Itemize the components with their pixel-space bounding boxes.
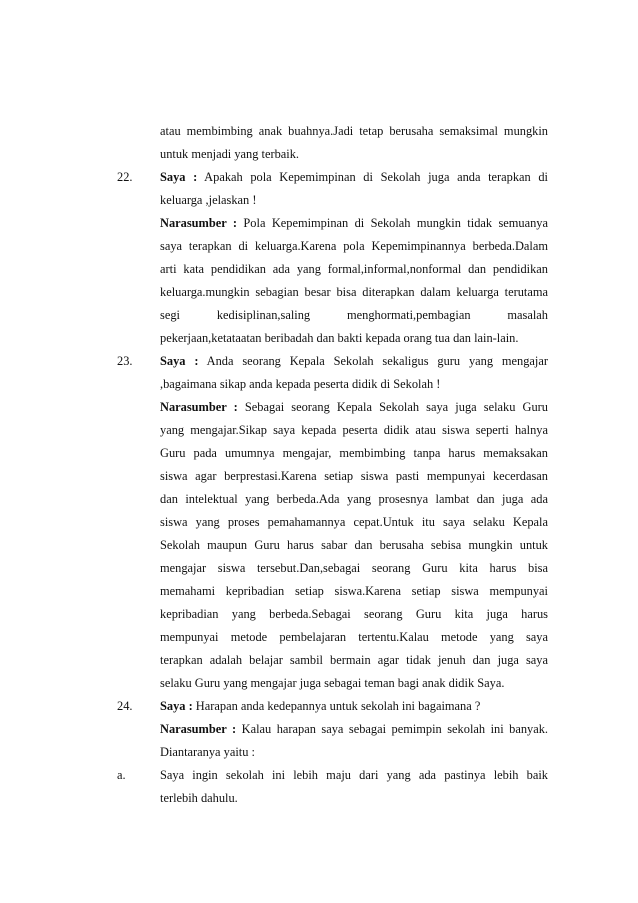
question-line: Saya : Apakah pola Kepemimpinan di Sekolah juga anda terapkan di [160,170,548,184]
speaker-label: Narasumber : [160,722,237,736]
text-line: Saya ingin sekolah ini lebih maju dari yang ada pastinya lebih baik [160,768,548,782]
text-line: Sekolah maupun Guru harus sabar dan berusaha sebisa mungkin untuk [160,538,548,552]
answer-line: Narasumber : Sebagai seorang Kepala Sekolah saya juga selaku Guru [160,400,549,414]
text-line: kepribadian yang berbeda.Sebagai seorang Guru kita juga harus [160,607,548,621]
text-line: segi kedisiplinan,saling menghormati,pembagian masalah [160,308,548,322]
answer-line: Narasumber : Kalau harapan saya sebagai pemimpin sekolah ini banyak. [160,722,548,736]
text-line: arti kata pendidikan ada yang formal,informal,nonformal dan pendidikan [160,262,548,276]
question-line: Saya : Harapan anda kedepannya untuk sekolah ini bagaimana ? [160,699,481,713]
text-line: siswa agar berprestasi.Karena setiap siswa pasti mempunyai kecerdasan [160,469,548,483]
speaker-label: Saya : [160,699,193,713]
text-line: saya terapkan di keluarga.Karena pola Kepemimpinannya berbeda.Dalam [160,239,548,253]
text-line: mempunyai metode pembelajaran tertentu.Kalau metode yang saya [160,630,548,644]
text-line: pekerjaan,ketataatan beribadah dan bakti kepada orang tua dan lain-lain. [160,331,519,345]
text-line: Guru pada umumnya mengajar, membimbing tanpa harus memaksakan [160,446,548,460]
item-number: 24. [117,699,133,713]
text-line: siswa yang proses pemahamannya cepat.Untuk itu saya selaku Kepala [160,515,548,529]
item-number: 22. [117,170,133,184]
speaker-label: Saya : [160,170,198,184]
text-line: terapkan adalah belajar sambil bermain agar tidak jenuh dan juga saya [160,653,548,667]
text-line: memahami kepribadian setiap siswa.Karena setiap siswa mempunyai [160,584,548,598]
text-line: keluarga.mungkin sebagian besar bisa diterapkan dalam keluarga terutama [160,285,548,299]
text-line: untuk menjadi yang terbaik. [160,147,300,161]
text-line: terlebih dahulu. [160,791,238,805]
text-line: selaku Guru yang mengajar juga sebagai teman bagi anak didik Saya. [160,676,505,690]
speaker-label: Saya : [160,354,199,368]
question-line: Saya : Anda seorang Kepala Sekolah sekaligus guru yang mengajar [160,354,549,368]
text-line: ,bagaimana sikap anda kepada peserta didik di Sekolah ! [160,377,441,391]
text-line: mengajar siswa tersebut.Dan,sebagai seorang Guru kita harus bisa [160,561,548,575]
speaker-label: Narasumber : [160,216,238,230]
text-line: dan intelektual yang berbeda.Ada yang prosesnya lambat dan juga ada [160,492,548,506]
speaker-label: Narasumber : [160,400,238,414]
item-letter: a. [117,768,126,782]
text-line: keluarga ,jelaskan ! [160,193,257,207]
text-line: yang mengajar.Sikap saya kepada peserta didik atau siswa seperti halnya [160,423,548,437]
text-line: Diantaranya yaitu : [160,745,255,759]
text-line: atau membimbing anak buahnya.Jadi tetap berusaha semaksimal mungkin [160,124,548,138]
item-number: 23. [117,354,133,368]
answer-line: Narasumber : Pola Kepemimpinan di Sekolah mungkin tidak semuanya [160,216,548,230]
